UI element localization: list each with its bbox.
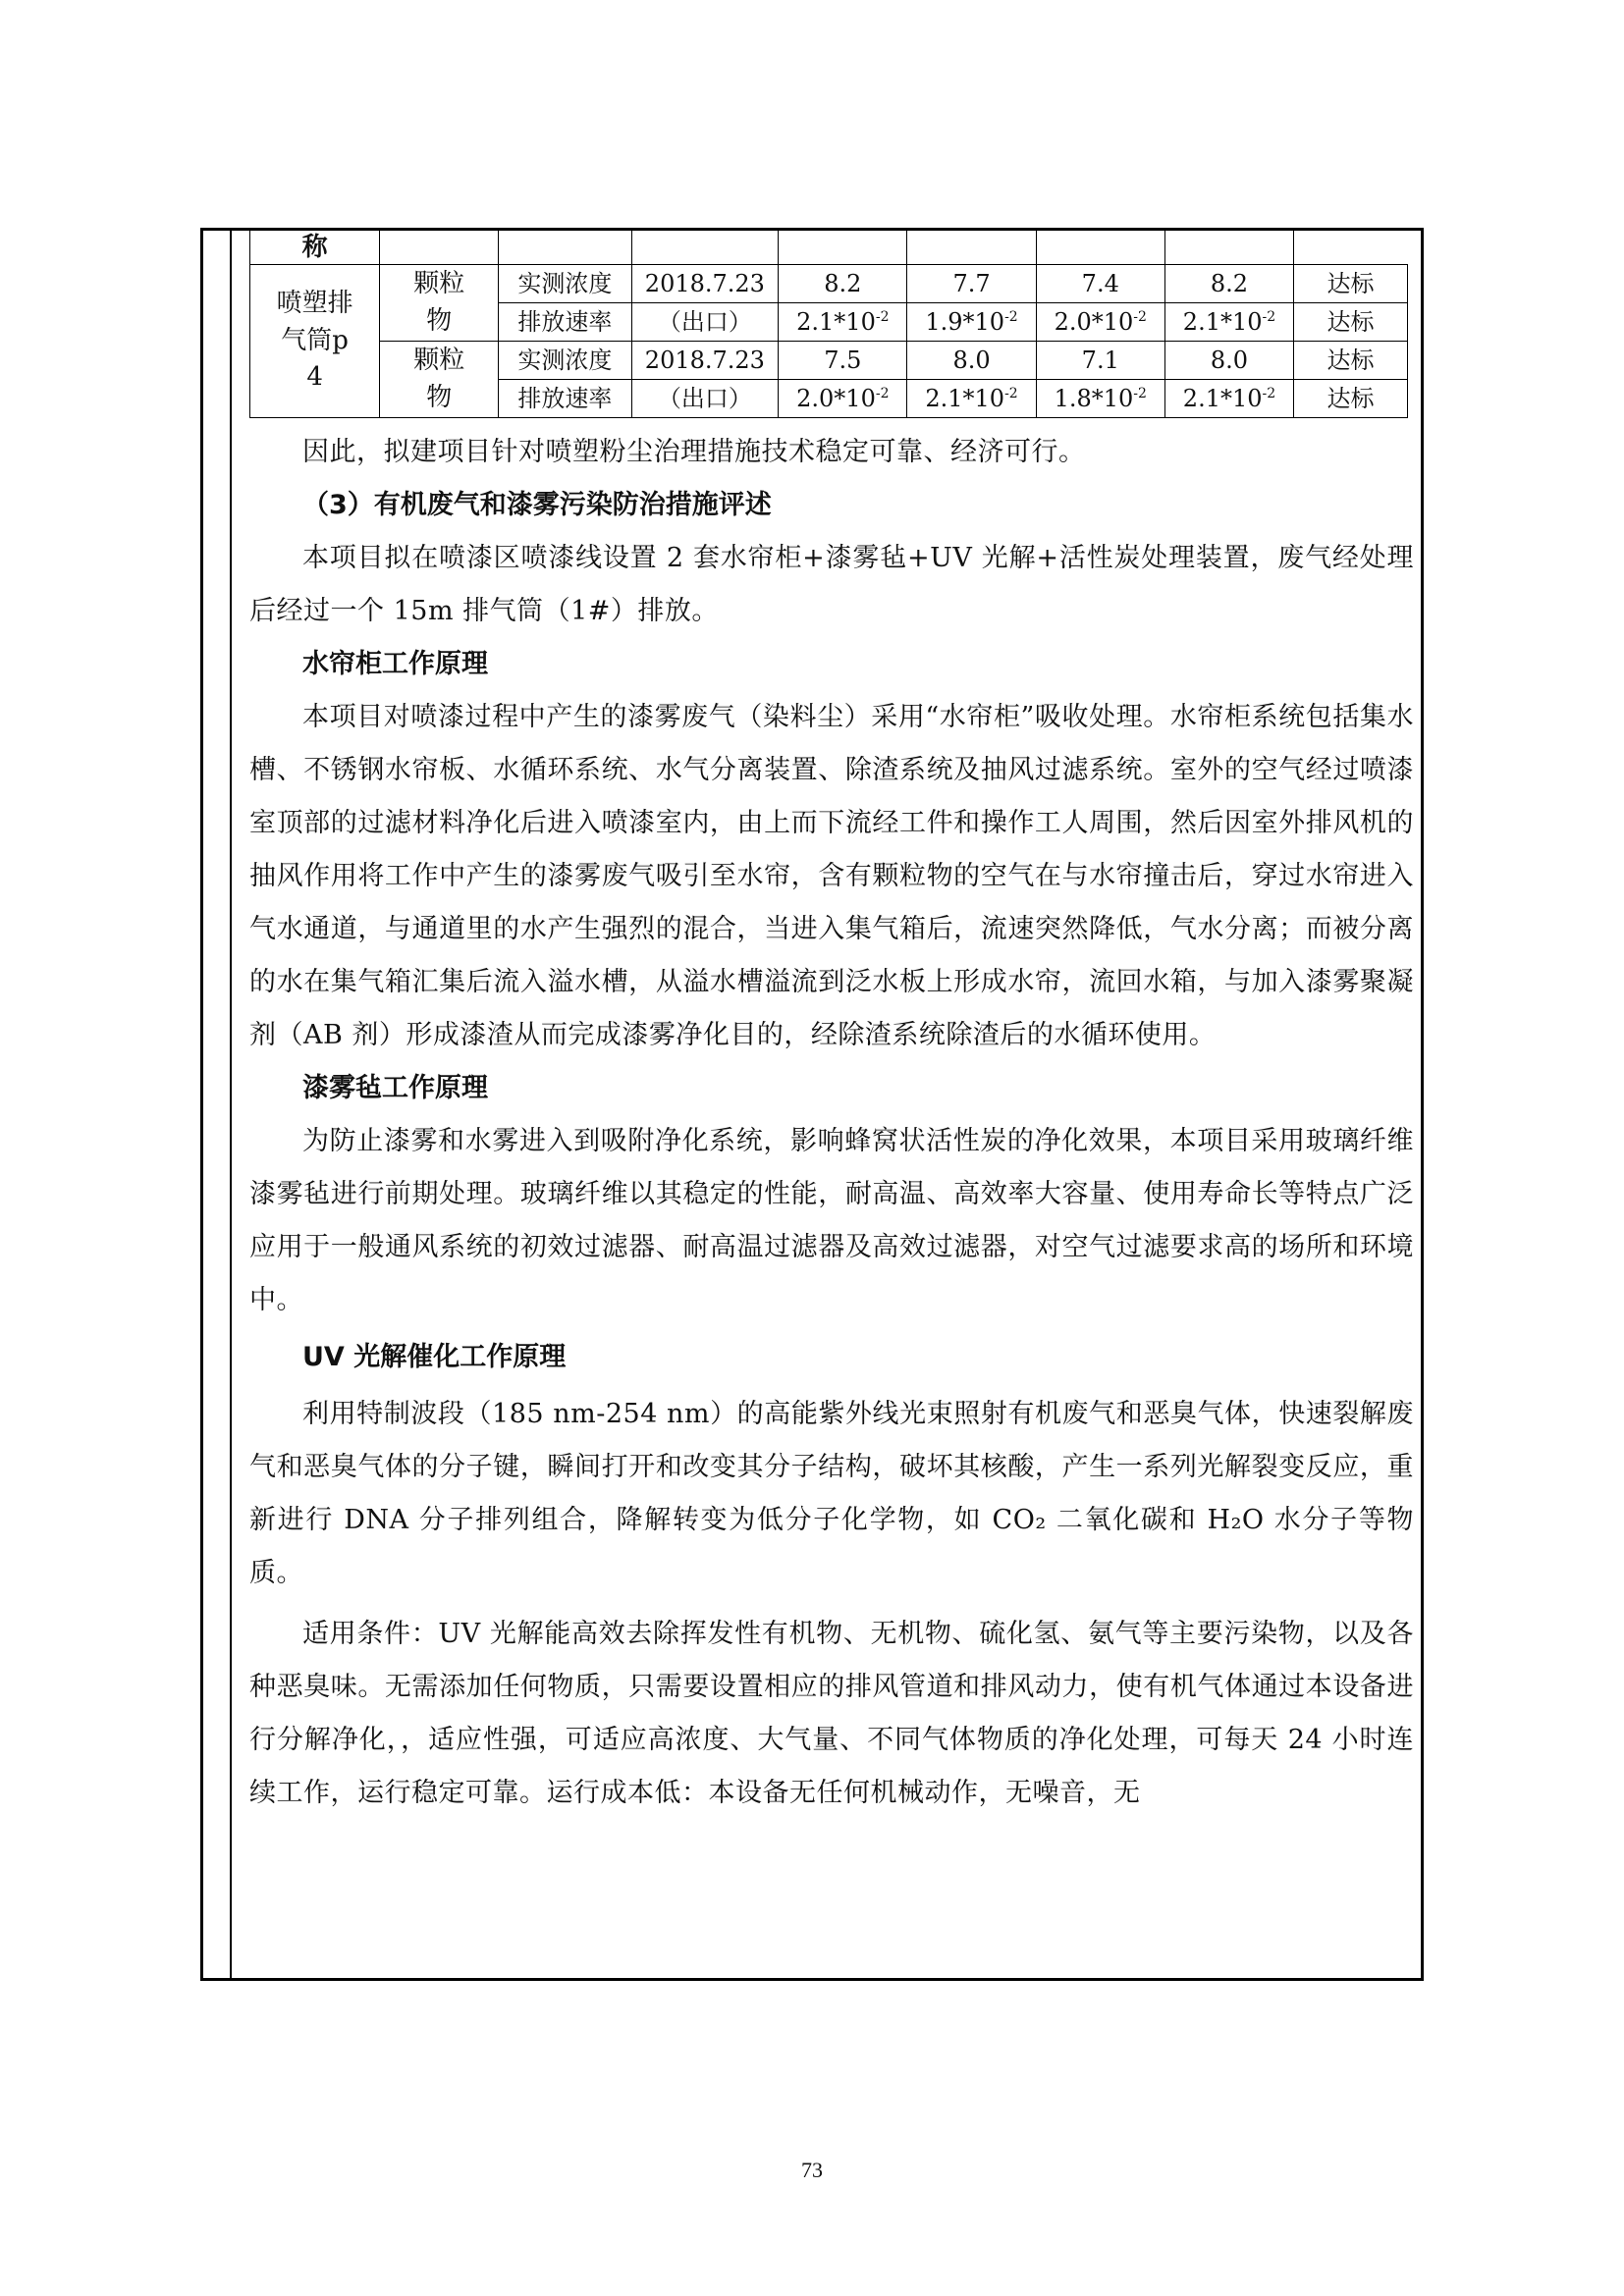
sample-date: （出口）: [631, 380, 779, 418]
value-cell: $2.1*10^{-2}$: [779, 303, 907, 342]
pollutant-cell: [380, 342, 499, 418]
section-heading: （3）有机废气和漆雾污染防治措施评述: [302, 490, 772, 520]
value-cell: 8.2: [779, 265, 907, 303]
sample-date: 2018.7.23: [631, 265, 779, 303]
frame-inner-rule: [230, 228, 232, 1981]
header-empty: [779, 231, 907, 265]
header-empty: [499, 231, 631, 265]
source-name: 喷塑排气筒p4: [276, 288, 353, 393]
pollutant-name: 颗粒物: [413, 268, 465, 336]
table-header-row: [250, 231, 1408, 265]
result-cell: 达标: [1294, 265, 1408, 303]
sample-date: 2018.7.23: [631, 342, 779, 380]
result-cell: 达标: [1294, 342, 1408, 380]
table-row: [250, 342, 1408, 380]
value-cell: $2.0*10^{-2}$: [779, 380, 907, 418]
value-cell: 8.2: [1164, 265, 1293, 303]
paragraph: 适用条件：UV 光解能高效去除挥发性有机物、无机物、硫化氢、氨气等主要污染物，以及各种恶臭味。无需添加任何物质，只需要设置相应的排风管道和排风动力，使有机气体通过本设备进行分解净化，，适应性强，可适应高浓度、大气量、不同气体物质的净化处理，可每天 24 小时连续工作，运行稳定可靠。运行成本低：本设备无任何机械动作，无噪音，无: [249, 1619, 1414, 1808]
metric-label: 实测浓度: [499, 265, 631, 303]
header-cell: 称: [250, 231, 380, 265]
header-empty: [1164, 231, 1293, 265]
value-cell: 7.4: [1036, 265, 1164, 303]
value-cell: $2.1*10^{-2}$: [907, 380, 1036, 418]
metric-label: 排放速率: [499, 303, 631, 342]
metric-label: 实测浓度: [499, 342, 631, 380]
header-empty: [1036, 231, 1164, 265]
value-cell: $2.1*10^{-2}$: [1164, 303, 1293, 342]
source-name-cell: [250, 265, 380, 418]
header-empty: [907, 231, 1036, 265]
header-empty: [631, 231, 779, 265]
pollutant-name: 颗粒物: [413, 345, 465, 412]
value-cell: $2.1*10^{-2}$: [1164, 380, 1293, 418]
value-cell: 7.1: [1036, 342, 1164, 380]
subsection-heading: UV 光解催化工作原理: [302, 1342, 567, 1372]
paragraph: 本项目对喷漆过程中产生的漆雾废气（染料尘）采用“水帘柜”吸收处理。水帘柜系统包括集水槽、不锈钢水帘板、水循环系统、水气分离装置、除渣系统及抽风过滤系统。室外的空气经过喷漆室顶部的过滤材料净化后进入喷漆室内，由上而下流经工件和操作工人周围，然后因室外排风机的抽风作用将工作中产生的漆雾废气吸引至水帘，含有颗粒物的空气在与水帘撞击后，穿过水帘进入气水通道，与通道里的水产生强烈的混合，当进入集气箱后，流速突然降低，气水分离；而被分离的水在集气箱汇集后流入溢水槽，从溢水槽溢流到泛水板上形成水帘，流回水箱，与加入漆雾聚凝剂（AB 剂）形成漆渣从而完成漆雾净化目的，经除渣系统除渣后的水循环使用。: [249, 702, 1414, 1050]
subsection-heading: 水帘柜工作原理: [302, 649, 488, 679]
result-cell: 达标: [1294, 380, 1408, 418]
table-row: [250, 265, 1408, 303]
value-cell: $2.0*10^{-2}$: [1036, 303, 1164, 342]
paragraph: 为防止漆雾和水雾进入到吸附净化系统，影响蜂窝状活性炭的净化效果，本项目采用玻璃纤维漆雾毡进行前期处理。玻璃纤维以其稳定的性能，耐高温、高效率大容量、使用寿命长等特点广泛应用于一般通风系统的初效过滤器、耐高温过滤器及高效过滤器，对空气过滤要求高的场所和环境中。: [249, 1126, 1414, 1315]
result-cell: 达标: [1294, 303, 1408, 342]
value-cell: 8.0: [907, 342, 1036, 380]
header-empty: [380, 231, 499, 265]
header-empty: [1294, 231, 1408, 265]
value-cell: $1.8*10^{-2}$: [1036, 380, 1164, 418]
value-cell: $1.9*10^{-2}$: [907, 303, 1036, 342]
sample-date: （出口）: [631, 303, 779, 342]
subsection-heading: 漆雾毡工作原理: [302, 1073, 488, 1103]
paragraph: 本项目拟在喷漆区喷漆线设置 2 套水帘柜+漆雾毡+UV 光解+活性炭处理装置，废气经处理后经过一个 15m 排气筒（1#）排放。: [249, 543, 1414, 626]
page-number: 73: [801, 2158, 823, 2182]
paragraph: 因此，拟建项目针对喷塑粉尘治理措施技术稳定可靠、经济可行。: [302, 437, 1086, 467]
value-cell: 7.5: [779, 342, 907, 380]
paragraph: 利用特制波段（185 nm-254 nm）的高能紫外线光束照射有机废气和恶臭气体，快速裂解废气和恶臭气体的分子键，瞬间打开和改变其分子结构，破坏其核酸，产生一系列光解裂变反应，重新进行 DNA 分子排列组合，降解转变为低分子化学物，如 CO₂ 二氧化碳和 H₂O 水分子等物质。: [249, 1399, 1414, 1588]
value-cell: 7.7: [907, 265, 1036, 303]
pollutant-cell: [380, 265, 499, 342]
metric-label: 排放速率: [499, 380, 631, 418]
measurement-table: [249, 231, 1408, 418]
page-content: [249, 231, 1414, 1820]
value-cell: 8.0: [1164, 342, 1293, 380]
